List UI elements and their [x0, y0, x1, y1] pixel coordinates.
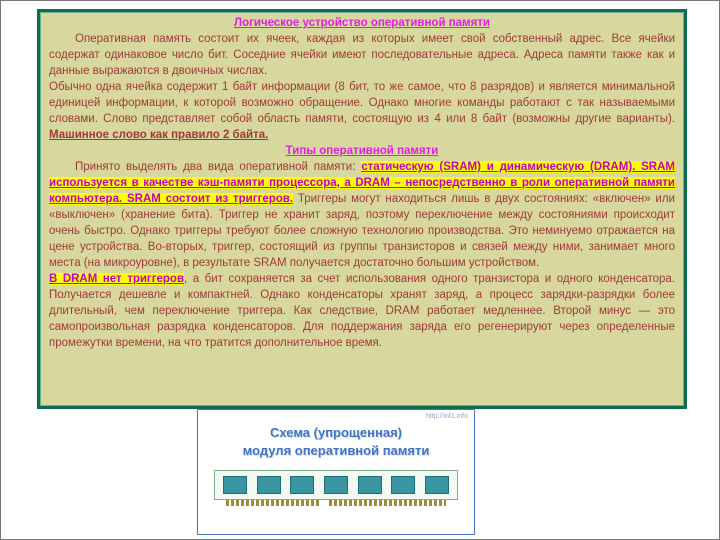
paragraph-dram [49, 271, 675, 351]
text-segment: Оперативная память состоит их ячеек, каждая из которых имеет свой собственный адрес. Все ячейки содержат одинаковое число бит. Соседние ячейки имеют последовательные адреса. Адреса памяти также как и данные выражаются в двоичных числах. [49, 33, 675, 77]
schema-caption-line2: модуля оперативной памяти [242, 443, 430, 458]
ram-module-image [214, 470, 458, 506]
ram-pins [226, 500, 446, 506]
ram-chip [290, 476, 314, 494]
text-segment: , а бит сохраняется за счет использования одного транзистора и одного конденсатора. Получается дешевле и компактней. Однако конденсаторы хранят заряд, а процесс зарядки-разрядки более длительный, чем переключение триггера. Как следствие, DRAM работает медленнее. Второй минус — это самопроизвольная разрядка конденсаторов. Для поддержания заряда его регенерируют через определенные промежутки времени, на что тратится дополнительное время. [49, 273, 676, 349]
theory-text-box [37, 9, 687, 409]
ram-chip [223, 476, 247, 494]
ram-chip [257, 476, 281, 494]
text-segment: Триггеры могут находиться лишь в двух состояниях: «включен» или «выключен» (хранение бита). Триггер не хранит заряд, поэтому переключение между состояниями происходит очень быстро. Однако триггеры требуют более сложную технологию производства. Это неминуемо отражается на цене устройства. Во-вторых, триггер, состоящий из группы транзисторов и связей между ними, занимает много места (на микроуровне), в результате SRAM получается достаточно большим устройством. [49, 193, 675, 269]
ram-chip [324, 476, 348, 494]
text-segment-highlighted: В DRAM нет триггеров [49, 273, 185, 285]
paragraph-cell-byte [49, 79, 675, 143]
heading-ram-types: Типы оперативной памяти [285, 145, 439, 157]
text-segment: Принято выделять два вида оперативной памяти: [75, 161, 362, 173]
ram-pin-strip [226, 500, 321, 506]
ram-chip [391, 476, 415, 494]
watermark-url: http://inf1.info [425, 413, 468, 420]
ram-pin-strip [329, 500, 446, 506]
text-segment-underlined: Машинное слово как правило 2 байта. [49, 129, 269, 141]
ram-chip [425, 476, 449, 494]
paragraph-memory-cells [49, 31, 675, 79]
text-segment: Обычно одна ячейка содержит 1 байт информации (8 бит, то же самое, что 8 разрядов) и является минимальной единицей информации, к которой возможно обращение. Однако многие команды работают с так называемыми словами. Слово представляет собой область памяти, состоящую из 4 или 8 байт (возможны другие варианты). [49, 81, 675, 125]
text-segment-highlighted: статическую (SRAM) и динамическую (DRAM). SRAM используется в качестве кэш-памяти процессора, а DRAM – непосредственно в роли оперативной памяти компьютера. SRAM состоит из триггеров. [49, 161, 675, 205]
paragraph-sram [49, 159, 675, 271]
schema-caption-line1: Схема (упрощенная) [270, 425, 402, 440]
ram-board [214, 470, 458, 500]
heading-logical-structure: Логическое устройство оперативной памяти [234, 17, 490, 29]
schema-caption [198, 424, 474, 460]
ram-chip [358, 476, 382, 494]
ram-schema-panel [197, 409, 475, 535]
